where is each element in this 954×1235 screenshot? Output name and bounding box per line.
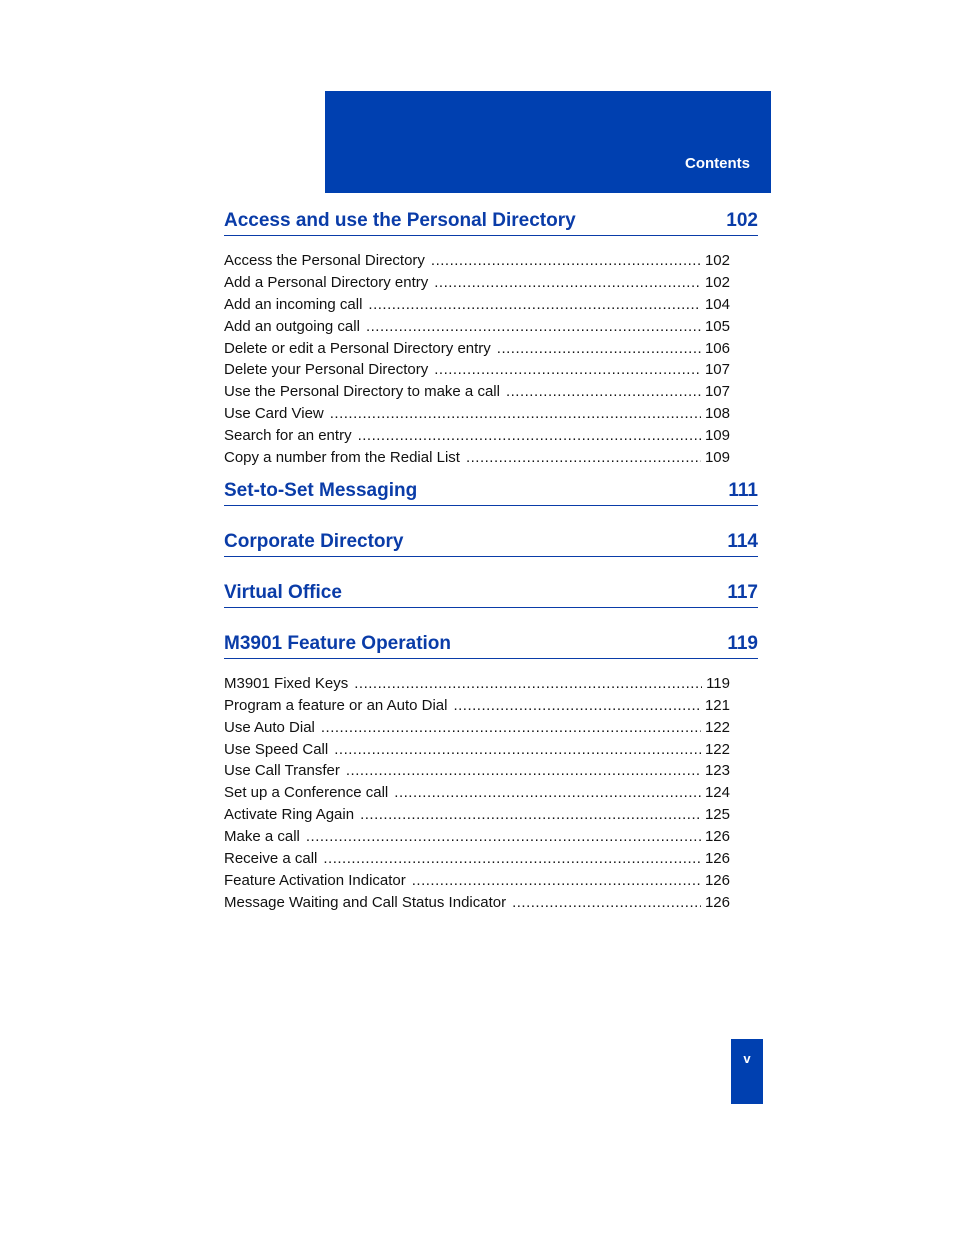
section-title: Corporate Directory (224, 530, 404, 552)
entry-label: Delete your Personal Directory (224, 361, 429, 379)
entry-label: Use Speed Call (224, 740, 329, 758)
section-page-number: 102 (726, 210, 758, 231)
header-title: Contents (685, 155, 750, 172)
dot-leader (512, 892, 701, 914)
toc-entry[interactable] (224, 359, 730, 381)
entry-page-number: 106 (704, 339, 730, 357)
toc-entry[interactable] (224, 316, 730, 338)
toc-entry[interactable] (224, 739, 730, 761)
toc-entry[interactable] (224, 760, 730, 782)
toc-section (224, 205, 758, 469)
entry-label: Use Card View (224, 405, 324, 423)
table-of-contents (224, 205, 758, 920)
toc-entry[interactable] (224, 870, 730, 892)
entry-label: Receive a call (224, 850, 318, 868)
dot-leader (366, 316, 701, 338)
section-heading[interactable] (224, 577, 758, 608)
entry-page-number: 123 (704, 762, 730, 780)
dot-leader (334, 739, 701, 761)
dot-leader (354, 673, 702, 695)
entry-list (224, 659, 758, 914)
toc-entry[interactable] (224, 848, 730, 870)
dot-leader (358, 425, 701, 447)
entry-page-number: 102 (704, 252, 730, 269)
section-title: Virtual Office (224, 581, 342, 603)
toc-section (224, 526, 758, 557)
entry-label: Use Call Transfer (224, 762, 340, 780)
section-heading[interactable] (224, 526, 758, 557)
section-heading[interactable] (224, 205, 758, 236)
toc-section (224, 577, 758, 608)
dot-leader (330, 403, 701, 425)
section-page-number: 114 (727, 530, 758, 552)
section-title: Access and use the Personal Directory (224, 210, 576, 231)
dot-leader (321, 717, 701, 739)
entry-page-number: 105 (704, 317, 730, 335)
toc-section (224, 475, 758, 506)
entry-page-number: 104 (704, 295, 730, 313)
entry-page-number: 126 (704, 871, 730, 889)
entry-label: Add an outgoing call (224, 317, 360, 335)
dot-leader (394, 782, 701, 804)
entry-page-number: 126 (704, 828, 730, 846)
toc-entry[interactable] (224, 892, 730, 914)
entry-label: Make a call (224, 828, 300, 846)
toc-entry[interactable] (224, 250, 730, 272)
section-heading[interactable] (224, 475, 758, 506)
toc-entry[interactable] (224, 338, 730, 360)
entry-page-number: 126 (704, 850, 730, 868)
entry-label: Set up a Conference call (224, 784, 389, 802)
entry-label: Add a Personal Directory entry (224, 273, 429, 291)
page-number: v (743, 1051, 751, 1066)
entry-page-number: 125 (704, 806, 730, 824)
dot-leader (431, 250, 701, 272)
section-heading[interactable] (224, 628, 758, 659)
entry-label: Program a feature or an Auto Dial (224, 696, 448, 714)
entry-label: Use Auto Dial (224, 718, 315, 736)
toc-entry[interactable] (224, 673, 730, 695)
entry-page-number: 124 (704, 784, 730, 802)
toc-section (224, 628, 758, 914)
entry-label: Access the Personal Directory (224, 252, 425, 269)
entry-label: Delete or edit a Personal Directory entry (224, 339, 491, 357)
dot-leader (360, 804, 701, 826)
toc-entry[interactable] (224, 447, 730, 469)
entry-label: Message Waiting and Call Status Indicator (224, 893, 507, 911)
entry-page-number: 122 (704, 740, 730, 758)
page-number-tab (731, 1039, 763, 1104)
dot-leader (497, 338, 701, 360)
dot-leader (434, 272, 701, 294)
toc-entry[interactable] (224, 272, 730, 294)
entry-label: Feature Activation Indicator (224, 871, 406, 889)
dot-leader (346, 760, 701, 782)
header-band (325, 91, 771, 193)
entry-page-number: 126 (704, 893, 730, 911)
dot-leader (412, 870, 701, 892)
section-page-number: 117 (727, 581, 758, 603)
entry-label: Search for an entry (224, 427, 352, 445)
dot-leader (506, 381, 701, 403)
toc-entry[interactable] (224, 804, 730, 826)
toc-entry[interactable] (224, 782, 730, 804)
section-page-number: 119 (727, 632, 758, 654)
entry-label: Use the Personal Directory to make a call (224, 383, 500, 401)
entry-page-number: 109 (704, 427, 730, 445)
dot-leader (306, 826, 701, 848)
entry-page-number: 102 (704, 273, 730, 291)
toc-entry[interactable] (224, 294, 730, 316)
dot-leader (368, 294, 701, 316)
entry-list (224, 236, 758, 469)
section-page-number: 111 (728, 479, 758, 501)
section-title: M3901 Feature Operation (224, 632, 452, 654)
section-title: Set-to-Set Messaging (224, 479, 418, 501)
toc-entry[interactable] (224, 695, 730, 717)
entry-page-number: 107 (704, 383, 730, 401)
toc-entry[interactable] (224, 425, 730, 447)
entry-page-number: 119 (706, 674, 730, 692)
entry-label: Copy a number from the Redial List (224, 449, 460, 467)
entry-page-number: 107 (704, 361, 730, 379)
toc-entry[interactable] (224, 717, 730, 739)
entry-page-number: 121 (704, 696, 730, 714)
dot-leader (453, 695, 701, 717)
entry-page-number: 109 (704, 449, 730, 467)
toc-entry[interactable] (224, 403, 730, 425)
entry-label: M3901 Fixed Keys (224, 674, 349, 692)
entry-label: Add an incoming call (224, 295, 363, 313)
entry-label: Activate Ring Again (224, 806, 355, 824)
entry-page-number: 108 (704, 405, 730, 423)
dot-leader (466, 447, 701, 469)
dot-leader (434, 359, 701, 381)
dot-leader (323, 848, 701, 870)
toc-entry[interactable] (224, 381, 730, 403)
toc-entry[interactable] (224, 826, 730, 848)
entry-page-number: 122 (704, 718, 730, 736)
